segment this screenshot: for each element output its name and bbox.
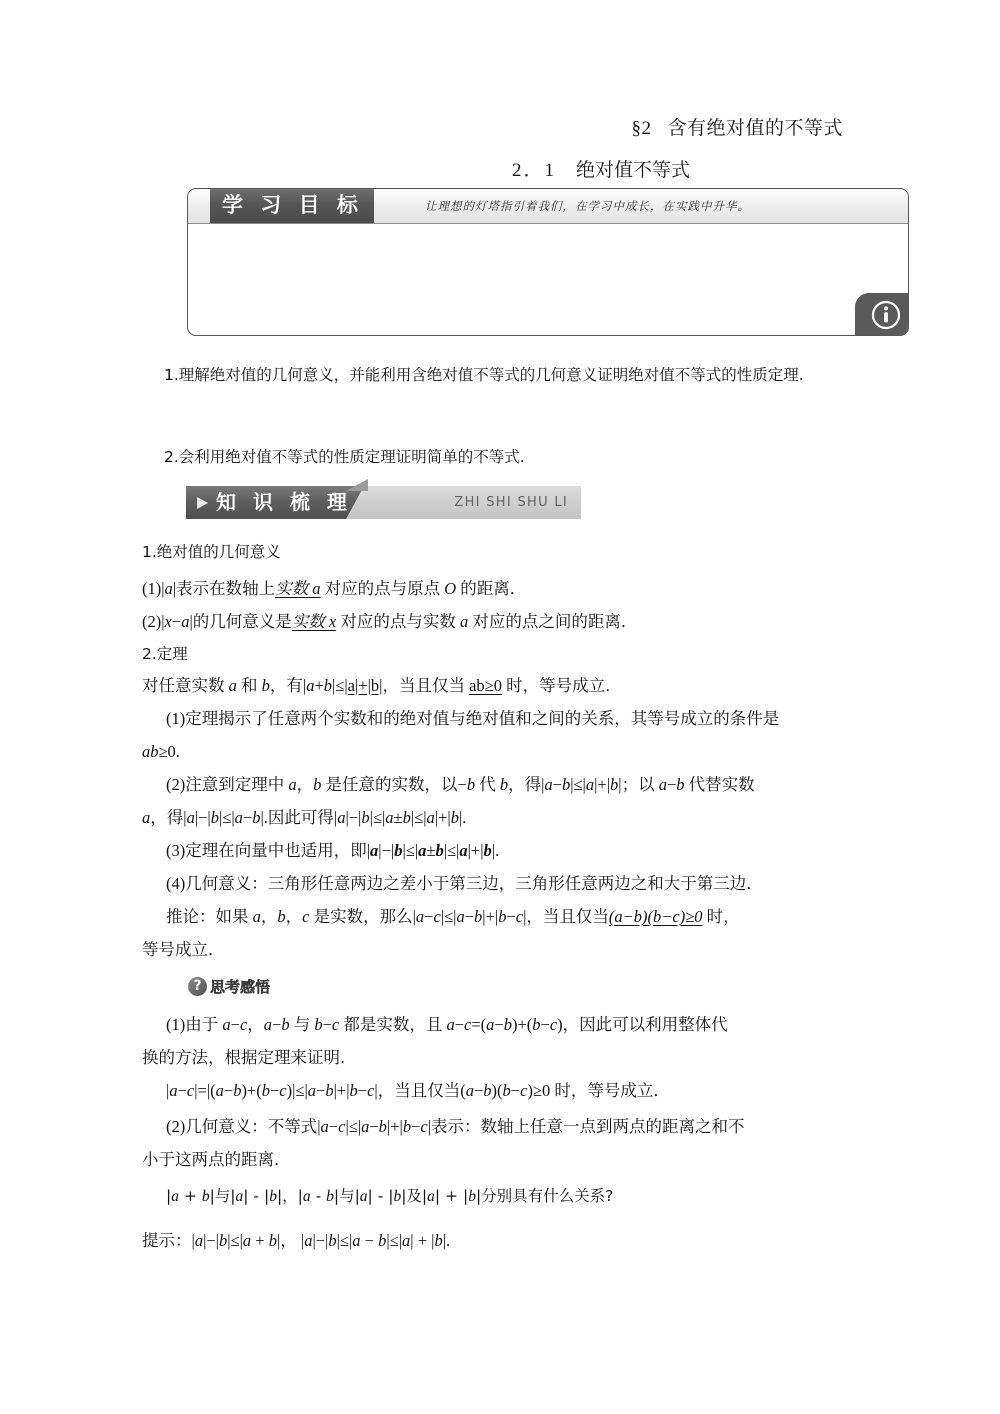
item-1-2-prefix: (2)| [142, 612, 165, 631]
subsection-heading [0, 155, 690, 182]
item-1-2-middle-2: 对应的点与实数 [336, 612, 460, 631]
knowledge-heading-1 [142, 536, 858, 569]
section-symbol: §2 [631, 118, 652, 139]
knowledge-heading-1-text: 1.绝对值的几何意义 [142, 543, 281, 561]
objective-2 [142, 434, 858, 480]
learning-goal-box [187, 188, 909, 336]
learning-goal-motto: 让理想的灯塔指引着我们，在学习中成长，在实践中升华。 [425, 201, 750, 213]
chapter-heading [0, 113, 843, 140]
banner-title: 知 识 梳 理 [216, 490, 352, 514]
objective-1 [142, 352, 858, 398]
think-paragraph-3: (2)几何意义：不等式|a−c|≤|a−b|+|b−c|表示：数轴上任意一点到两点的距离之和不 小于这两点的距离． [142, 1117, 745, 1169]
corollary-blank-answer: (a−b)(b−c)≥0 [608, 907, 703, 926]
theorem-note-2: (2)注意到定理中 a，b 是任意的实数，以−b 代 b，得|a−b|≤|a|+|b|；以 a−b 代替实数 a，得|a|−|b|≤|a−b|.因此可得|a|−|b|≤|a±b|≤|a|+|b|. [142, 775, 755, 827]
theorem-note-1: (1)定理揭示了任意两个实数和的绝对值与绝对值和之间的关系，其等号成立的条件是 ab≥0. [142, 709, 780, 761]
learning-goal-label: 学 习 目 标 [210, 188, 374, 223]
item-1-2-var-a: a [181, 612, 190, 631]
theorem-note-4-text: (4)几何意义：三角形任意两边之差小于第三边，三角形任意两边之和大于第三边． [166, 874, 763, 893]
knowledge-banner [186, 486, 581, 519]
theorem-note-4 [142, 867, 858, 900]
learning-goal-body [188, 224, 908, 336]
item-1-1-var-O: O [444, 579, 457, 598]
think-badge [188, 975, 270, 997]
section-heading-title: 含有绝对值的不等式 [667, 118, 843, 139]
knowledge-item-1-1 [142, 572, 858, 605]
theorem-note-3: (3)定理在向量中也适用，即|a|−|b|≤|a±b|≤|a|+|b|. [166, 841, 500, 860]
item-1-2-var-x: x [164, 612, 172, 631]
question-mark-icon: ? [188, 977, 207, 996]
corollary: 推论：如果 a，b，c 是实数，那么|a−c|≤|a−b|+|b−c|，当且仅当(a−b)(b−c)≥0 时， 等号成立． [142, 907, 740, 959]
item-1-2-blank-answer: 实数 x [291, 612, 337, 631]
knowledge-heading-2 [142, 638, 858, 671]
theorem-blank-1: |a|+|b| [344, 676, 383, 695]
play-triangle-icon [197, 497, 208, 509]
item-1-2-middle: |的几何意义是 [189, 612, 292, 631]
objective-1-text: 1.理解绝对值的几何意义，并能利用含绝对值不等式的几何意义证明绝对值不等式的性质定理. [164, 366, 804, 384]
subsection-number: 2．1 [511, 160, 556, 181]
learning-goal-header [188, 189, 908, 224]
item-1-1-var-a: a [164, 579, 173, 598]
think-paragraph-2: |a−c|=|(a−b)+(b−c)|≤|a−b|+|b−c|，当且仅当(a−b)(b−c)≥0 时，等号成立． [166, 1081, 670, 1100]
info-icon [871, 300, 901, 330]
theorem-blank-2: ab≥0 [469, 676, 502, 695]
item-1-1-blank-answer: 实数 a [275, 579, 321, 598]
item-1-1-post-prefix: 对应的点与原点 [320, 579, 445, 598]
knowledge-item-1-2 [142, 605, 858, 638]
item-1-1-suffix: 的距离． [456, 579, 527, 598]
item-1-2-minus: − [171, 612, 182, 631]
theorem-statement: 对任意实数 a 和 b，有|a+b|≤|a|+|b|，当且仅当 ab≥0 时，等号成立． [142, 676, 622, 695]
think-paragraph-1: (1)由于 a−c，a−b 与 b−c 都是实数，且 a−c=(a−b)+(b−c)，因此可以利用整体代 换的方法，根据定理来证明． [142, 1015, 728, 1067]
item-1-1-prefix: (1)| [142, 579, 165, 598]
knowledge-heading-2-text: 2.定理 [142, 645, 188, 663]
item-1-1-middle: |表示在数轴上 [172, 579, 276, 598]
think-question: |a + b|与|a| - |b|，|a - b|与|a| - |b|及|a| + |b|分别具有什么关系? [166, 1187, 614, 1205]
item-1-2-var-a2: a [459, 612, 469, 631]
think-answer: 提示：|a|−|b|≤|a + b|， |a|−|b|≤|a − b|≤|a| + |b|. [142, 1231, 451, 1250]
think-label: 思考感悟 [210, 977, 271, 996]
objective-2-text: 2.会利用绝对值不等式的性质定理证明简单的不等式. [164, 448, 525, 466]
banner-pinyin: ZHI SHI SHU LI [454, 495, 568, 510]
item-1-2-suffix: 对应的点之间的距离． [468, 612, 638, 631]
subsection-title: 绝对值不等式 [575, 160, 690, 181]
